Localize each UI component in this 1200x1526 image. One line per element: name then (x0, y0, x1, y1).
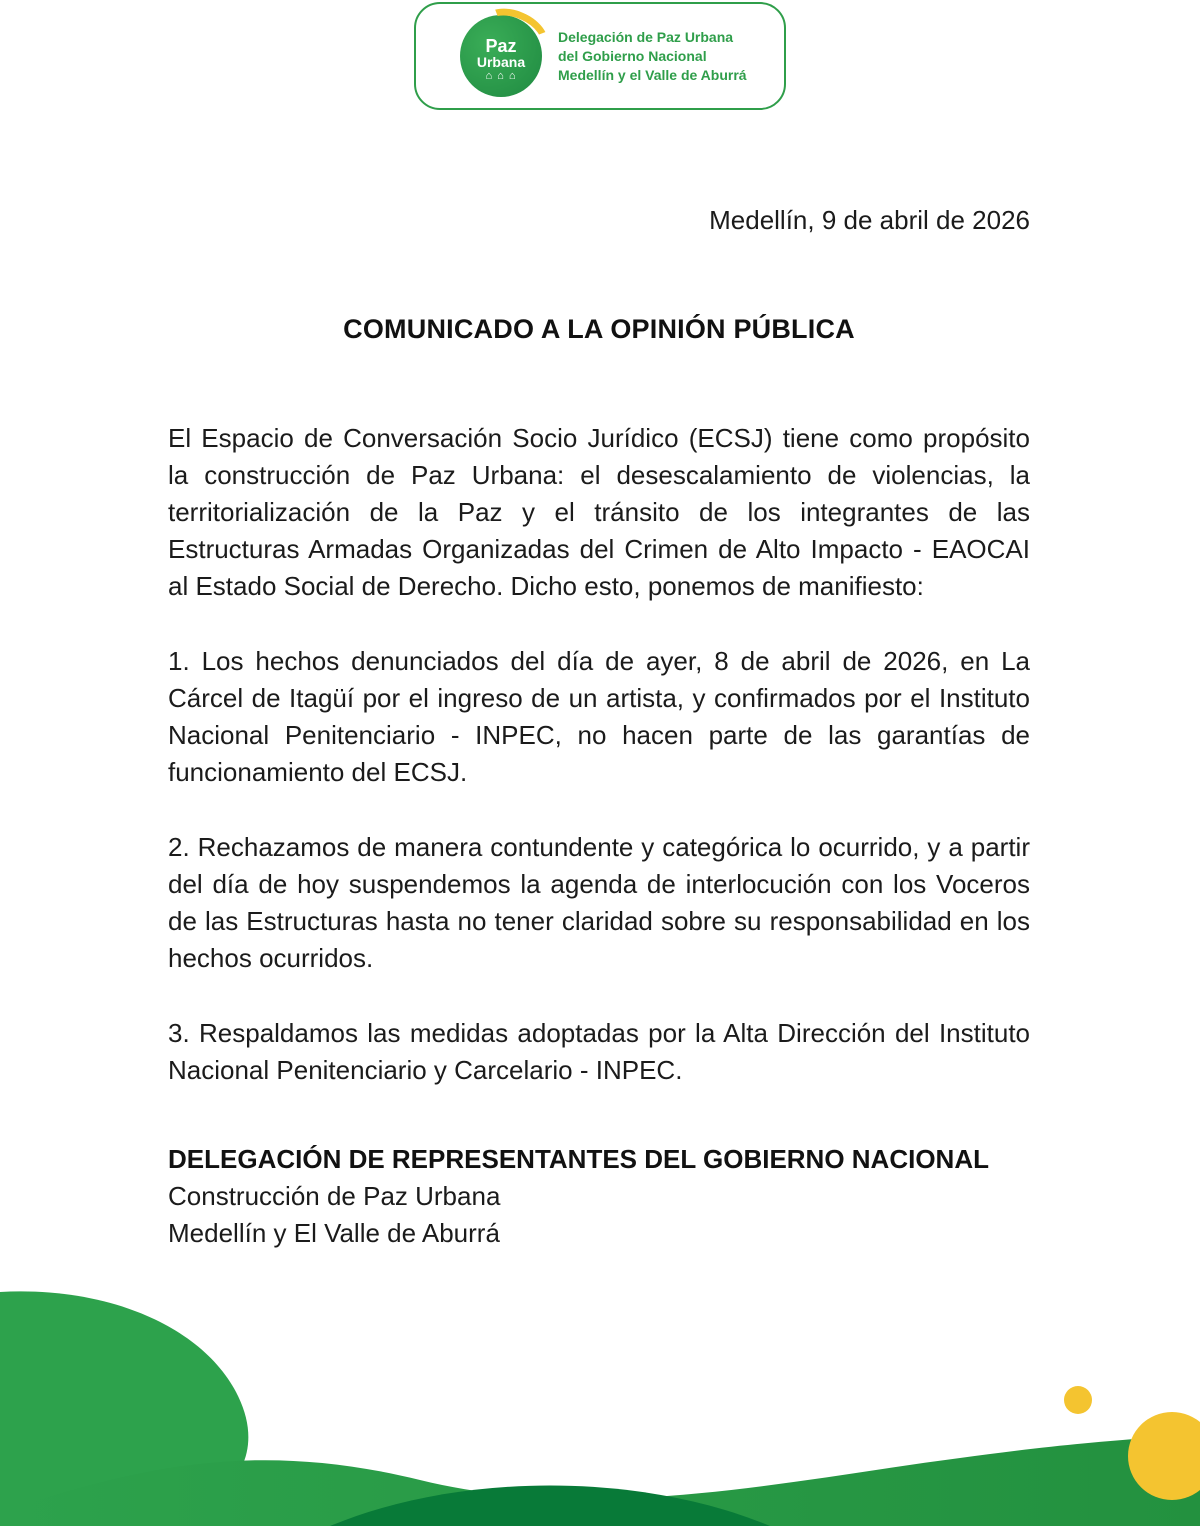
logo-org-line-2: del Gobierno Nacional (558, 47, 707, 64)
document-title: COMUNICADO A LA OPINIÓN PÚBLICA (343, 314, 855, 344)
houses-icon: ⌂ ⌂ ⌂ (485, 69, 517, 82)
body-paragraph-item-2: 2. Rechazamos de manera contundente y categórica lo ocurrido, y a partir del día de hoy suspendemos la agenda de interlocución con los Voceros de las Estructuras hasta no tener claridad sobre su responsabilidad en los hechos ocurridos. (168, 832, 1030, 973)
signature-line-2: Construcción de Paz Urbana (168, 1181, 501, 1211)
body-paragraph-item-1: 1. Los hechos denunciados del día de ayer, 8 de abril de 2026, en La Cárcel de Itagüí por el ingreso de un artista, y confirmados por el Instituto Nacional Penitenciario - INPEC, no hacen parte de las garantías de funcionamiento del ECSJ. (168, 646, 1030, 787)
body-paragraph-item-3: 3. Respaldamos las medidas adoptadas por la Alta Dirección del Instituto Nacional Penitenciario y Carcelario - INPEC. (168, 1018, 1030, 1085)
green-wave-decoration (0, 1266, 1200, 1526)
yellow-dot-small (1064, 1386, 1092, 1414)
header-logo-plate (414, 2, 786, 110)
document-body (168, 420, 1030, 1252)
signature-block (168, 1141, 1030, 1252)
body-paragraph-intro: El Espacio de Conversación Socio Jurídico (ECSJ) tiene como propósito la construcción de Paz Urbana: el desescalamiento de violencias, la territorialización de la Paz y el tránsito de los integrantes de las Estructuras Armadas Organizadas del Crimen de Alto Impacto - EAOCAI al Estado Social de Derecho. Dicho esto, ponemos de manifiesto: (168, 423, 1030, 601)
logo-org-line-3: Medellín y el Valle de Aburrá (558, 66, 747, 83)
logo-brand-top: Paz (485, 35, 517, 56)
signature-heading: DELEGACIÓN DE REPRESENTANTES DEL GOBIERNO NACIONAL (168, 1144, 989, 1174)
signature-line-3: Medellín y El Valle de Aburrá (168, 1218, 500, 1248)
logo-org-line-1: Delegación de Paz Urbana (558, 28, 734, 45)
paz-urbana-logo (460, 15, 542, 97)
date-line: Medellín, 9 de abril de 2026 (709, 205, 1030, 235)
logo-organization-name (558, 29, 747, 84)
logo-brand-bottom: Urbana (476, 53, 526, 70)
